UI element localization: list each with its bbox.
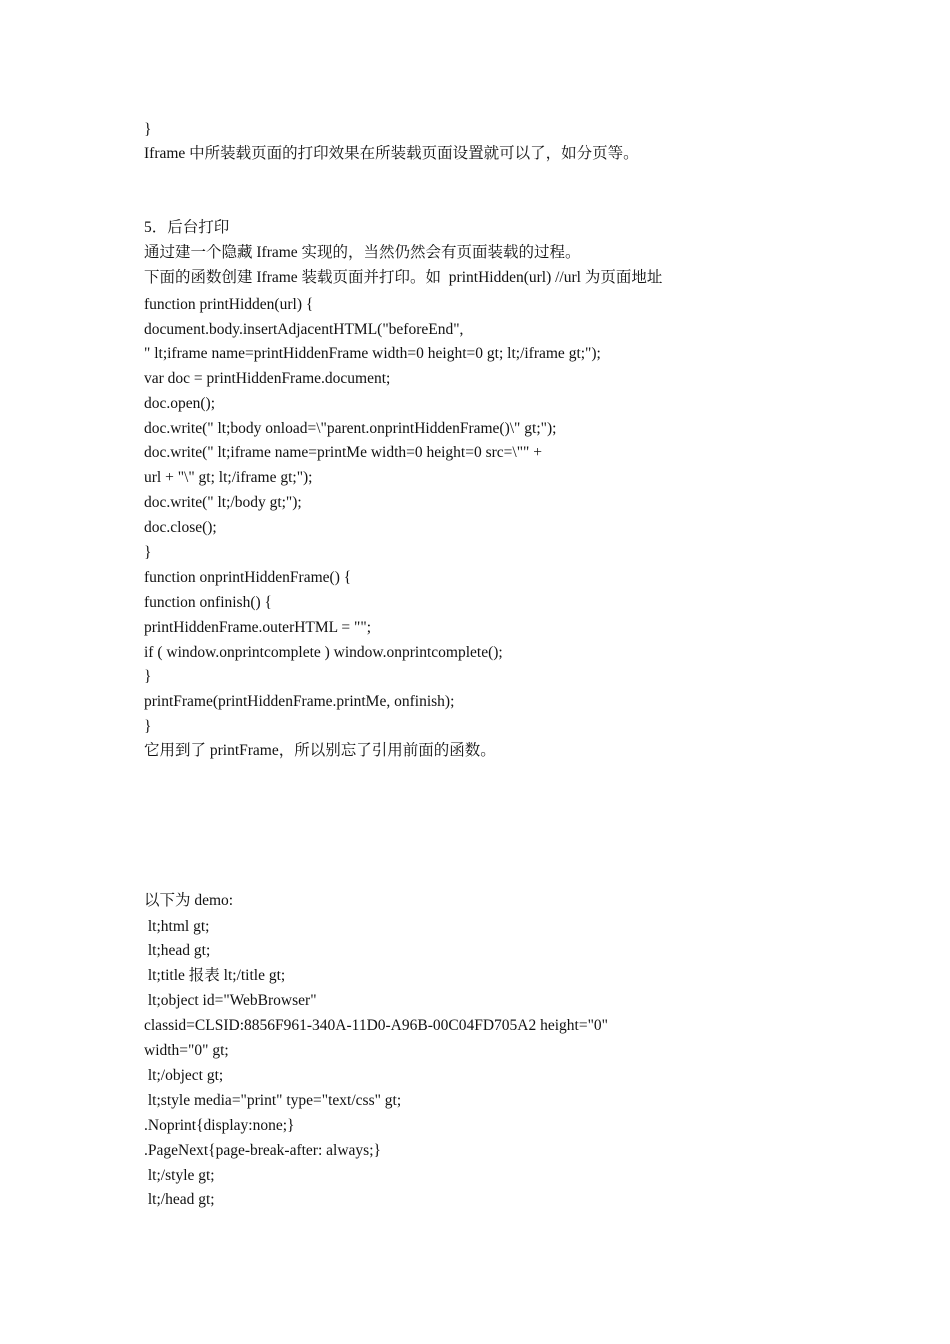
code-line: function onfinish() {	[144, 594, 272, 611]
code-line: lt;html gt;	[144, 918, 210, 935]
code-line: lt;head gt;	[144, 942, 211, 959]
code-line: .PageNext{page-break-after: always;}	[144, 1142, 381, 1159]
code-line: lt;/style gt;	[144, 1167, 215, 1184]
code-line: printFrame(printHiddenFrame.printMe, onfinish);	[144, 693, 455, 710]
text-line: 下面的函数创建 Iframe 装载页面并打印。如 printHidden(url) //url 为页面地址	[144, 269, 663, 286]
code-line: .Noprint{display:none;}	[144, 1117, 295, 1134]
code-line: var doc = printHiddenFrame.document;	[144, 370, 391, 387]
code-line: if ( window.onprintcomplete ) window.onprintcomplete();	[144, 644, 503, 661]
code-line: document.body.insertAdjacentHTML("beforeEnd",	[144, 321, 464, 338]
text-line: 通过建一个隐藏 Iframe 实现的，当然仍然会有页面装载的过程。	[144, 244, 581, 261]
code-line: doc.open();	[144, 395, 216, 412]
code-line: }	[144, 544, 152, 561]
code-line: lt;/object gt;	[144, 1067, 224, 1084]
code-line: width="0" gt;	[144, 1042, 229, 1059]
code-line: printHiddenFrame.outerHTML = "";	[144, 619, 372, 636]
text-line: }	[144, 121, 152, 138]
code-line: }	[144, 718, 152, 735]
text-line: 以下为 demo:	[144, 892, 234, 909]
code-line: url + "\" gt; lt;/iframe gt;");	[144, 469, 313, 486]
code-line: function onprintHiddenFrame() {	[144, 569, 352, 586]
code-line: lt;title 报表 lt;/title gt;	[144, 967, 286, 984]
section-heading: 5．后台打印	[144, 219, 230, 236]
code-line: doc.write(" lt;iframe name=printMe width=0 height=0 src=\"" +	[144, 444, 542, 461]
code-line: function printHidden(url) {	[144, 296, 314, 313]
code-line: classid=CLSID:8856F961-340A-11D0-A96B-00C04FD705A2 height="0"	[144, 1017, 608, 1034]
code-line: doc.close();	[144, 519, 217, 536]
code-line: lt;/head gt;	[144, 1191, 215, 1208]
code-line: }	[144, 668, 152, 685]
text-line: 它用到了 printFrame，所以别忘了引用前面的函数。	[144, 742, 496, 759]
code-line: lt;object id="WebBrowser"	[144, 992, 317, 1009]
code-line: doc.write(" lt;body onload=\"parent.onprintHiddenFrame()\" gt;");	[144, 420, 557, 437]
code-line: lt;style media="print" type="text/css" gt;	[144, 1092, 402, 1109]
text-line: Iframe 中所装载页面的打印效果在所装载页面设置就可以了，如分页等。	[144, 145, 639, 162]
code-line: doc.write(" lt;/body gt;");	[144, 494, 302, 511]
code-line: " lt;iframe name=printHiddenFrame width=0 height=0 gt; lt;/iframe gt;");	[144, 345, 601, 362]
